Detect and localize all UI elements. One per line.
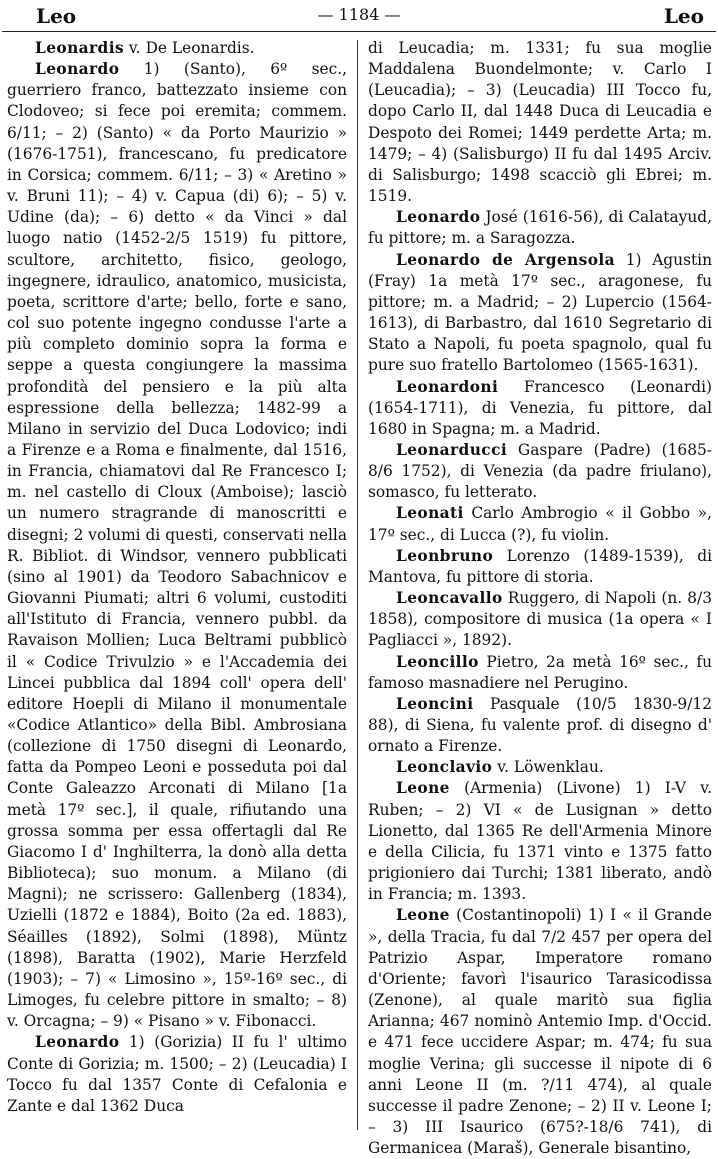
entry-text: Pietro, 2a metà 16º sec., fu famoso masnadiere nel Perugino. bbox=[368, 652, 712, 692]
page-header bbox=[0, 0, 718, 30]
dictionary-entry bbox=[368, 905, 712, 1159]
headword: Leonardo de Argensola bbox=[396, 250, 615, 269]
dictionary-entry bbox=[368, 757, 712, 778]
headword: Leone bbox=[396, 906, 450, 925]
headword: Leonardo bbox=[396, 208, 481, 227]
dictionary-entry bbox=[368, 694, 712, 757]
entry-text: Gaspare (Padre) (1685-8/6 1752), di Venezia (da padre friulano), somasco, fu letterato. bbox=[368, 440, 712, 502]
entry-text: 1) (Gorizia) II fu l' ultimo Conte di Gorizia; m. 1500; – 2) (Leucadia) I Tocco fu dal 1357 Conte di Cefalonia e Zante e dal 1362 Duca bbox=[7, 1033, 347, 1115]
entry-text: Pasquale (10/5 1830-9/12 88), di Siena, fu valente prof. di disegno d' ornato a Firenze. bbox=[368, 694, 712, 756]
dictionary-entry bbox=[368, 250, 712, 377]
entry-text: Francesco (Leonardi) (1654-1711), di Venezia, fu pittore, dal 1680 in Spagna; m. a Madrid. bbox=[368, 377, 712, 438]
dictionary-entry bbox=[7, 38, 347, 59]
entry-text: 1) Agustin (Fray) 1a metà 17º sec., aragonese, fu pittore; m. a Madrid; – 2) Lupercio (1564-1613), di Barbastro, dal 1610 Segretario di Stato a Napoli, fu poeta spagnolo, qual fu pure suo fratello Bartolomeo (1565-1631). bbox=[368, 250, 712, 375]
dictionary-entry bbox=[368, 546, 712, 588]
header-rule bbox=[2, 31, 716, 32]
dictionary-entry bbox=[7, 59, 347, 1032]
dictionary-entry bbox=[368, 503, 712, 545]
headword: Leonbruno bbox=[396, 546, 494, 565]
headword: Leone bbox=[396, 779, 450, 798]
entry-text: (Armenia) (Livone) 1) I-V v. Ruben; – 2) VI « de Lusignan » detto Lionetto, dal 1365 Re dell'Armenia Minore e della Cilicia, fu 1371 vinto e 1375 fatto prigioniero dai Turchi; 1381 liberato, andò in Francia; m. 1393. bbox=[368, 779, 712, 904]
entry-text: (Costantinopoli) 1) I « il Grande », della Tracia, fu dal 7/2 457 per opera del Patrizio Aspar, Imperatore romano d'Oriente; favorì l'isaurico Tarasicodissa (Zenone), al quale maritò sua figlia Arianna; 467 nominò Antemio Imp. d'Occid. e 471 fece uccidere Aspar; m. 474; fu sua moglie Verina; gli successe il nipote di 6 anni Leone II (m. ?/11 474), al quale successe il padre Zenone; – 2) II v. Leone I; – 3) III Isaurico (675?-18/6 741), di Germanicea (Maraš), Generale bisantino, bbox=[368, 906, 712, 1158]
entry-text: v. Löwenklau. bbox=[492, 758, 604, 777]
dictionary-entry bbox=[7, 1032, 347, 1117]
entry-text: v. De Leonardis. bbox=[124, 39, 255, 57]
dictionary-entry bbox=[368, 778, 712, 905]
dictionary-entry bbox=[368, 207, 712, 249]
running-head-right: Leo bbox=[663, 4, 704, 28]
right-column bbox=[368, 38, 712, 1158]
left-column bbox=[7, 38, 347, 1128]
dictionary-entry bbox=[368, 652, 712, 694]
page-number: — 1184 — bbox=[317, 5, 401, 24]
dictionary-entry bbox=[368, 588, 712, 651]
entry-text: 1) (Santo), 6º sec., guerriero franco, battezzato insieme con Clodoveo; si fece poi eremita; commem. 6/11; – 2) (Santo) « da Porto Maurizio » (1676-1751), francescano, fu predicatore in Corsica; commem. 6/11; – 3) « Aretino » v. Bruni 11); – 4) v. Capua (di) 6); – 5) v. Udine (da); – 6) detto « da Vinci » dal luogo natio (1452-2/5 1519) fu pittore, scultore, architetto, fisico, geologo, ingegnere, idraulico, anatomico, musicista, poeta, scrittore d'arte; bello, forte e sano, col suo potente ingegno condusse l'arte a più completo dominio sopra la forma e seppe a questa congiungere la massima profondità del pensiero e la più alta espressione della bellezza; 1482-99 a Milano in servizio del Duca Lodovico; indi a Firenze e a Roma e finalmente, dal 1516, in Francia, chiamatovi dal Re Francesco I; m. nel castello di Cloux (Amboise); lasciò un numero stragrande di manoscritti e disegni; 2 volumi di questi, conservati nella R. Bibliot. di Windsor, vennero pubblicati (sino al 1901) da Teodoro Sabachnicov e Giovanni Piumati; altri 6 volumi, custoditi all'Istituto di Francia, vennero pubbl. da Ravaison Mollien; Luca Beltrami pubblicò il « Codice Trivulzio » e l'Accademia dei Lincei pubblica dal 1894 coll' opera dell' editore Hoepli di Milano il monumentale «Codice Atlantico» della Bibl. Ambrosiana (collezione di 1750 disegni di Leonardo, fatta da Pompeo Leoni e posseduta poi dal Conte Galeazzo Arconati di Milano [1a metà 17º sec.], il quale, rifiutando una grossa somma per essa offertagli dal Re Giacomo I d' Inghilterra, la donò alla detta Biblioteca); suo monum. a Milano (di Magni); ne scrissero: Gallenberg (1834), Uzielli (1872 e 1884), Boito (2a ed. 1883), Séailles (1892), Solmi (1898), Müntz (1898), Baratta (1902), Marie Herzfeld (1903); – 7) « Limosino », 15º-16º sec., di Limoges, fu celebre pittore in smalto; – 8) v. Orcagna; – 9) « Pisano » v. Fibonacci. bbox=[7, 60, 347, 1031]
column-divider bbox=[357, 40, 358, 1130]
headword: Leonarducci bbox=[396, 440, 508, 459]
running-head-left: Leo bbox=[36, 4, 77, 28]
dictionary-entry bbox=[368, 440, 712, 503]
headword: Leoncillo bbox=[396, 652, 479, 671]
headword: Leonati bbox=[396, 504, 464, 523]
entry-text: José (1616-56), di Calatayud, fu pittore; m. a Saragozza. bbox=[368, 208, 712, 248]
entry-text: Lorenzo (1489-1539), di Mantova, fu pittore di storia. bbox=[368, 546, 712, 586]
headword: Leonardis bbox=[35, 39, 125, 57]
entry-text: di Leucadia; m. 1331; fu sua moglie Maddalena Buondelmonte; v. Carlo I (Leucadia); – 3) (Leucadia) III Tocco fu, dopo Carlo II, dal 1448 Duca di Leucadia e Despoto dei Romei; 1449 perdette Arta; m. 1479; – 4) (Salisburgo) II fu dal 1495 Arciv. di Salisburgo; 1498 scacciò gli Ebrei; m. 1519. bbox=[368, 39, 712, 206]
headword: Leonardoni bbox=[396, 377, 499, 396]
headword: Leonclavio bbox=[396, 758, 493, 777]
headword: Leonardo bbox=[35, 1033, 120, 1052]
headword: Leonardo bbox=[35, 60, 120, 79]
entry-continuation bbox=[368, 38, 712, 207]
entry-text: Carlo Ambrogio « il Gobbo », 17º sec., di Lucca (?), fu violin. bbox=[368, 504, 712, 544]
headword: Leoncavallo bbox=[396, 589, 503, 608]
headword: Leoncini bbox=[396, 694, 474, 713]
entry-text: Ruggero, di Napoli (n. 8/3 1858), compositore di musica (1a opera « I Pagliacci », 1892). bbox=[368, 589, 712, 650]
dictionary-entry bbox=[368, 377, 712, 440]
